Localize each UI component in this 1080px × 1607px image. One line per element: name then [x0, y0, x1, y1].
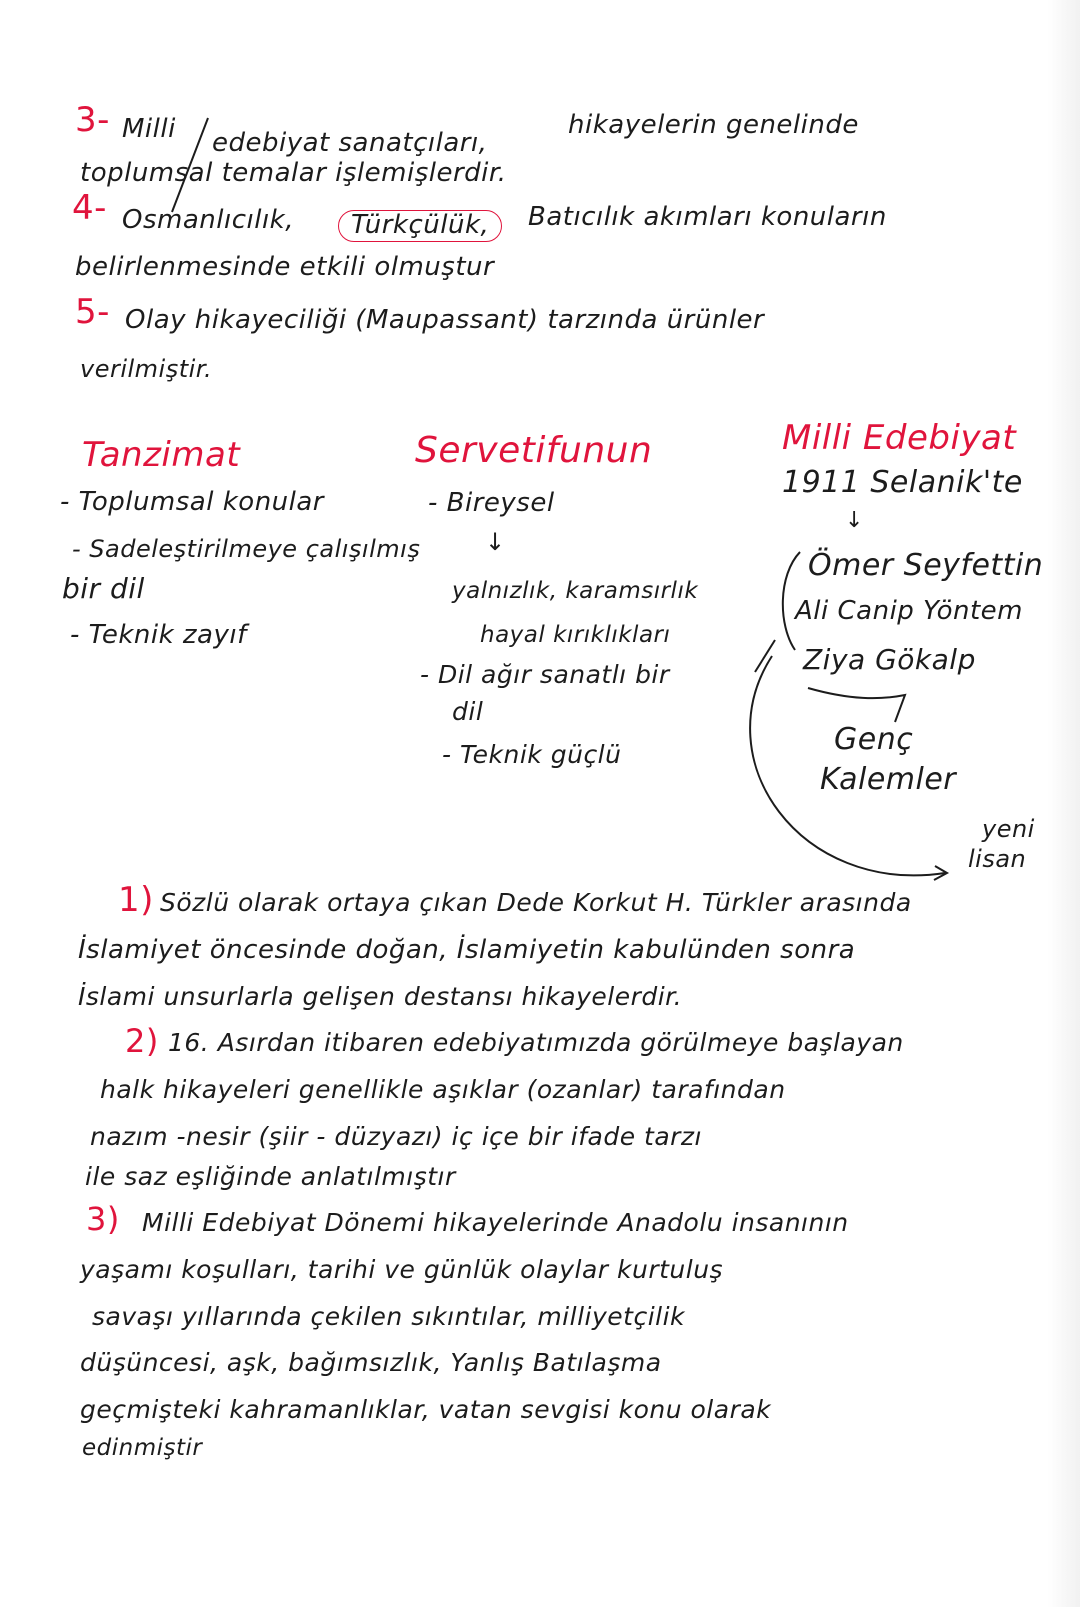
bottom-note-3-line1: Milli Edebiyat Dönemi hikayelerinde Anadolu insanının — [142, 1208, 849, 1237]
tanzimat-title: Tanzimat — [82, 435, 241, 475]
turkculuk-circled: Türkçülük, — [338, 210, 502, 242]
note-4-line2: belirlenmesinde etkili olmuştur — [75, 252, 495, 282]
bottom-note-3-line2: yaşamı koşulları, tarihi ve günlük olaylar kurtuluş — [80, 1255, 724, 1284]
milli-person-3: Ziya Gökalp — [803, 643, 976, 676]
servetifunun-item-2a: yalnızlık, karamsırlık — [452, 578, 699, 604]
bottom-note-1-line3: İslami unsurlarla gelişen destansı hikayelerdir. — [78, 982, 683, 1011]
servetifunun-item-2b: hayal kırıklıkları — [480, 622, 671, 648]
tanzimat-item-2: - Sadeleştirilmeye çalışılmış — [72, 535, 421, 563]
servetifunun-title: Servetifunun — [415, 430, 653, 471]
milli-person-2: Ali Canip Yöntem — [795, 596, 1023, 626]
bottom-note-2-line1: 16. Asırdan itibaren edebiyatımızda görülmeye başlayan — [168, 1028, 904, 1057]
bottom-note-3-line3: savaşı yıllarında çekilen sıkıntılar, milliyetçilik — [92, 1302, 686, 1331]
bottom-note-3-line5: geçmişteki kahramanlıklar, vatan sevgisi konu olarak — [80, 1395, 772, 1424]
note-4-circled — [338, 210, 502, 242]
milli-person-1: Ömer Seyfettin — [808, 548, 1044, 583]
milli-arrow: ↓ — [845, 508, 864, 533]
note-4-number: 4- — [72, 188, 107, 228]
milli-journal-b: Kalemler — [820, 762, 957, 797]
milli-edebiyat-title: Milli Edebiyat — [782, 418, 1017, 458]
bottom-note-1-line1: Sözlü olarak ortaya çıkan Dede Korkut H. Türkler arasında — [160, 888, 912, 917]
servetifunun-arrow: ↓ — [485, 528, 506, 556]
note-3-line1b: edebiyat sanatçıları, — [212, 128, 488, 158]
note-4-line1b: Batıcılık akımları konuların — [528, 202, 887, 232]
bottom-note-2-line2: halk hikayeleri genellikle aşıklar (ozanlar) tarafından — [100, 1075, 786, 1104]
bottom-note-2-number: 2) — [125, 1022, 159, 1060]
tanzimat-item-1: - Toplumsal konular — [60, 487, 324, 517]
bottom-note-1-number: 1) — [118, 880, 154, 920]
tanzimat-item-2b: bir dil — [62, 572, 145, 605]
servetifunun-item-3b: dil — [452, 697, 484, 726]
note-3-line1c: hikayelerin genelinde — [568, 110, 859, 140]
servetifunun-item-3a: - Dil ağır sanatlı bir — [420, 660, 670, 689]
bottom-note-3-number: 3) — [86, 1200, 120, 1238]
milli-lisan-a: yeni — [982, 815, 1035, 843]
servetifunun-item-1: - Bireysel — [428, 488, 555, 518]
note-3-line2: toplumsal temalar işlemişlerdir. — [80, 158, 507, 188]
note-3-number: 3- — [75, 100, 110, 140]
milli-year-place: 1911 Selanik'te — [782, 465, 1023, 500]
bottom-note-2-line3: nazım -nesir (şiir - düzyazı) iç içe bir ifade tarzı — [90, 1122, 702, 1151]
servetifunun-item-4: - Teknik güçlü — [442, 740, 622, 769]
bottom-note-2-line4: ile saz eşliğinde anlatılmıştır — [85, 1162, 456, 1191]
tanzimat-item-3: - Teknik zayıf — [70, 620, 247, 650]
bracket-bottom — [808, 688, 905, 722]
note-5-number: 5- — [75, 292, 110, 332]
note-5-line2: verilmiştir. — [80, 355, 213, 383]
note-3-line1a: Milli — [122, 114, 176, 144]
bottom-note-1-line2: İslamiyet öncesinde doğan, İslamiyetin kabulünden sonra — [78, 935, 856, 965]
bottom-note-3-line6: edinmiştir — [82, 1435, 203, 1461]
milli-journal-a: Genç — [834, 722, 914, 757]
note-4-line1a: Osmanlıcılık, — [122, 205, 294, 235]
note-5-line1: Olay hikayeciliği (Maupassant) tarzında ürünler — [125, 305, 765, 335]
milli-lisan-b: lisan — [968, 845, 1027, 873]
bottom-note-3-line4: düşüncesi, aşk, bağımsızlık, Yanlış Batılaşma — [80, 1348, 662, 1377]
